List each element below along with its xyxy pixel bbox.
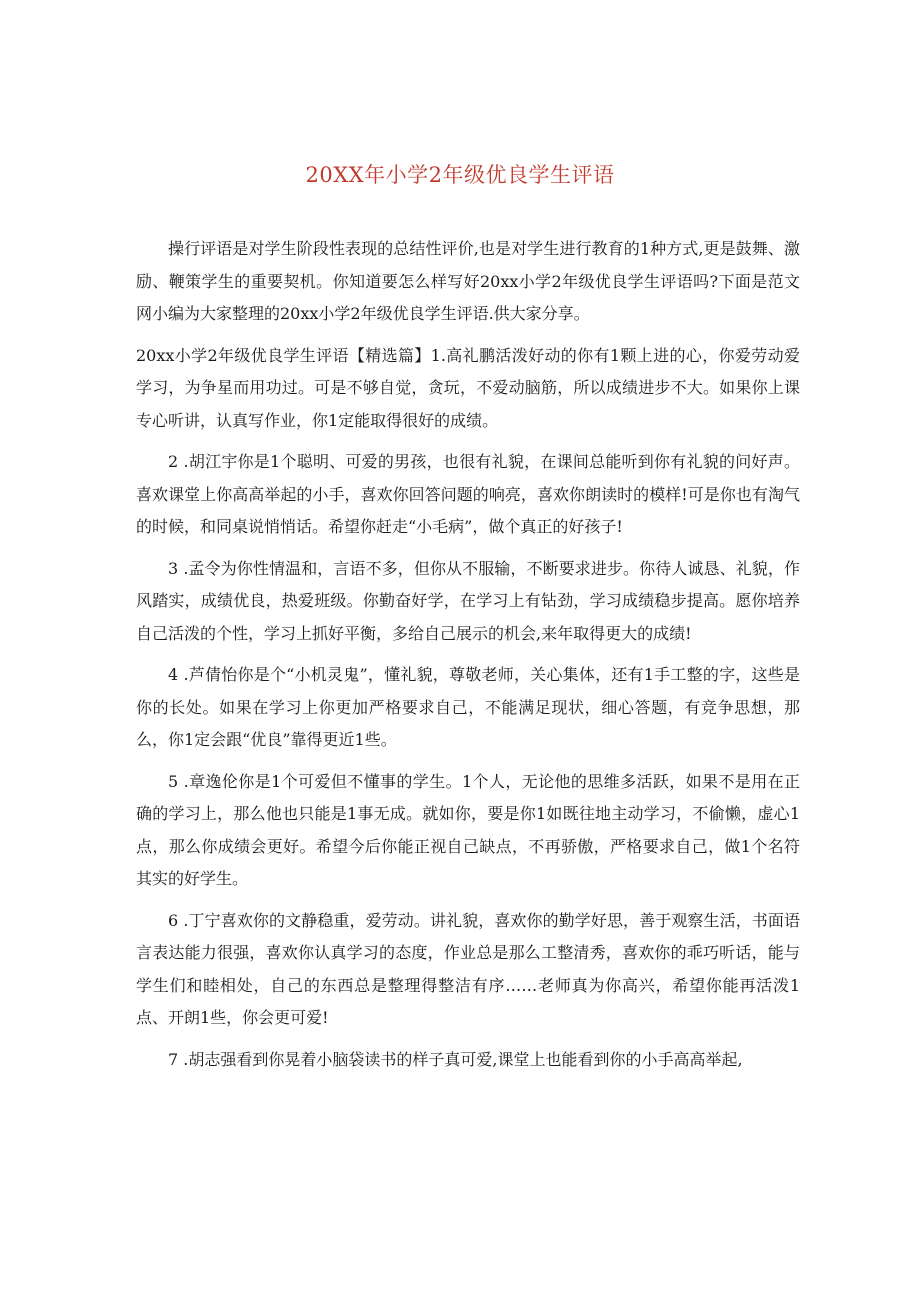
comment-paragraph-3: 3 .孟令为你性情温和，言语不多，但你从不服输，不断要求进步。你待人诚恳、礼貌，作风踏实，成绩优良，热爱班级。你勤奋好学，在学习上有钻劲，学习成绩稳步提高。愿你培养自己活泼的个性，学习上抓好平衡，多给自己展示的机会,来年取得更大的成绩! — [136, 558, 800, 643]
comment-paragraph-5: 5 .章逸伦你是1个可爱但不懂事的学生。1个人，无论他的思维多活跃，如果不是用在正确的学习上，那么他也只能是1事无成。就如你，要是你1如既往地主动学习，不偷懒，虚心1点，那么你成绩会更好。希望今后你能正视自己缺点，不再骄傲，严格要求自己，做1个名符其实的好学生。 — [136, 771, 800, 888]
document-body — [136, 233, 800, 1085]
comment-paragraph-4: 4 .芦倩怡你是个“小机灵鬼”，懂礼貌，尊敬老师，关心集体，还有1手工整的字，这些是你的长处。如果在学习上你更加严格要求自己，不能满足现状，细心答题，有竞争思想，那么，你1定会跟“优良”靠得更近1些。 — [136, 665, 800, 749]
comment-paragraph-1: 20xx小学2年级优良学生评语【精选篇】1.高礼鹏活泼好动的你有1颗上进的心，你爱劳动爱学习，为争星而用功过。可是不够自觉，贪玩，不爱动脑筋，所以成绩进步不大。如果你上课专心听讲，认真写作业，你1定能取得很好的成绩。 — [136, 345, 800, 430]
comment-paragraph-2: 2 .胡江宇你是1个聪明、可爱的男孩，也很有礼貌，在课间总能听到你有礼貌的问好声。喜欢课堂上你高高举起的小手，喜欢你回答问题的响亮，喜欢你朗读时的模样!可是你也有淘气的时候，和同桌说悄悄话。希望你赶走“小毛病”，做个真正的好孩子! — [136, 452, 800, 536]
comment-paragraph-7: 7 .胡志强看到你晃着小脑袋读书的样子真可爱,课堂上也能看到你的小手高高举起, — [168, 1049, 743, 1069]
comment-paragraph-6: 6 .丁宁喜欢你的文静稳重，爱劳动。讲礼貌，喜欢你的勤学好思，善于观察生活，书面语言表达能力很强，喜欢你认真学习的态度，作业总是那么工整清秀，喜欢你的乖巧听话，能与学生们和睦相处，自己的东西总是整理得整洁有序……老师真为你高兴，希望你能再活泼1点、开朗1些，你会更可爱! — [136, 910, 800, 1027]
page-title: 20XX年小学2年级优良学生评语 — [305, 163, 615, 187]
intro-paragraph: 操行评语是对学生阶段性表现的总结性评价,也是对学生进行教育的1种方式,更是鼓舞、激励、鞭策学生的重要契机。你知道要怎么样写好20xx小学2年级优良学生评语吗?下面是范文网小编为大家整理的20xx小学2年级优良学生评语.供大家分享。 — [136, 239, 800, 323]
